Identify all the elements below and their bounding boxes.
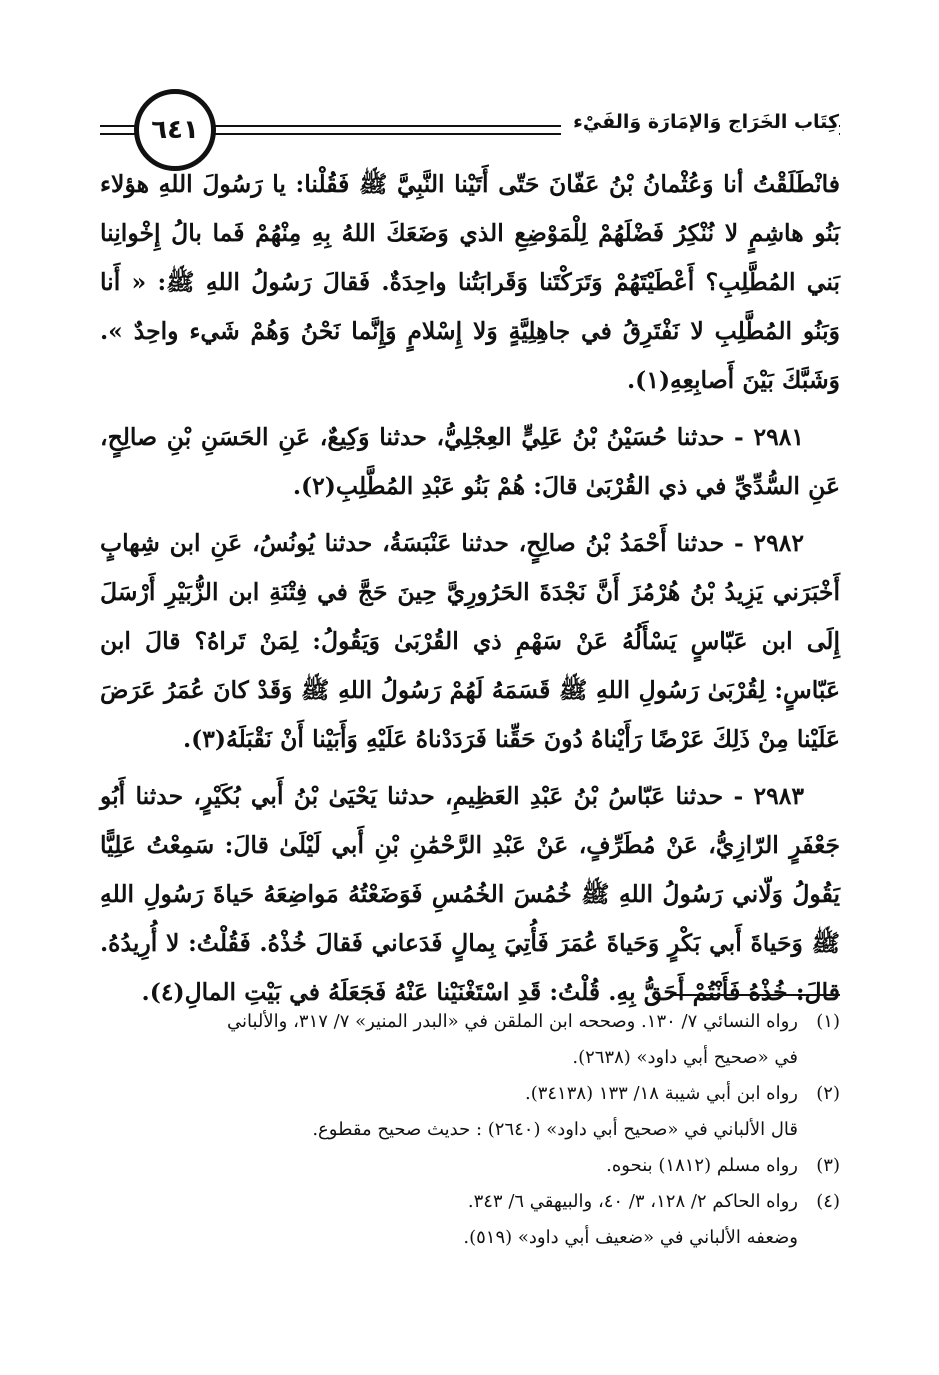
footnotes xyxy=(100,1004,840,1256)
footnote-line: في «صحيح أبي داود» (٢٦٣٨). xyxy=(572,1047,798,1068)
page-number xyxy=(134,89,216,171)
footnote-line: رواه مسلم (١٨١٢) بنحوه. xyxy=(606,1155,798,1176)
running-title: كِتَاب الخَرَاج وَالإمَارَة وَالفَيْء xyxy=(561,108,839,136)
footnote-1 xyxy=(100,1004,840,1076)
hadith-2983: ٢٩٨٣ - حدثنا عَبّاسُ بْنُ عَبْدِ العَظِيمِ، حدثنا يَحْيَىٰ بْنُ أَبي بُكَيْرٍ، حدثنا أَبُو جَعْفَرٍ الرّازِيُّ، عَنْ مُطَرِّفٍ، عَنْ عَبْدِ الرَّحْمَٰنِ بْنِ أَبي لَيْلَىٰ قالَ: سَمِعْتُ عَلِيًّا يَقُولُ وَلّاني رَسُولُ اللهِ ﷺ خُمُسَ الخُمُسِ فَوَضَعْتُهُ مَواضِعَهُ حَياةَ رَسُولِ اللهِ ﷺ وَحَياةَ أَبي بَكْرٍ وَحَياةَ عُمَرَ فَأُتِيَ بِمالٍ فَدَعاني فَقالَ خُذْهُ. فَقُلْتُ: لا أُرِيدُهُ. قالَ: خُذْهُ فَأَنْتُمْ أَحَقُّ بِهِ. قُلْتُ: قَدِ اسْتَغْنَيْنا عَنْهُ فَجَعَلَهُ في بَيْتِ المالِ(٤). xyxy=(100,782,840,1006)
footnote-2 xyxy=(100,1076,840,1148)
footnote-line: رواه ابن أبي شيبة ١٨/ ١٣٣ (٣٤١٣٨). xyxy=(524,1083,798,1104)
footnote-number: (٤) xyxy=(816,1191,840,1212)
hadith-2981: ٢٩٨١ - حدثنا حُسَيْنُ بْنُ عَلِيٍّ العِجْلِيُّ، حدثنا وَكِيعٌ، عَنِ الحَسَنِ بْنِ صالِحٍ، عَنِ السُّدِّيِّ في ذي القُرْبَىٰ قالَ: هُمْ بَنُو عَبْدِ المُطَّلِبِ(٢). xyxy=(100,423,840,500)
main-text xyxy=(100,160,840,1025)
footnote-3 xyxy=(100,1148,840,1184)
footnote-number: (١) xyxy=(816,1011,840,1032)
footnote-4 xyxy=(100,1184,840,1256)
footnote-line: وضعفه الألباني في «ضعيف أبي داود» (٥١٩). xyxy=(463,1227,798,1248)
page-number-text: ٦٤١ xyxy=(151,115,199,145)
footnote-number: (٣) xyxy=(816,1155,840,1176)
hadith-2982: ٢٩٨٢ - حدثنا أَحْمَدُ بْنُ صالِحٍ، حدثنا عَنْبَسَةُ، حدثنا يُونُسُ، عَنِ ابن شِهابٍ أَخْبَرَني يَزِيدُ بْنُ هُرْمُزَ أَنَّ نَجْدَةَ الحَرُورِيَّ حِينَ حَجَّ في فِتْنَةِ ابن الزُّبَيْرِ أَرْسَلَ إِلَى ابن عَبّاسٍ يَسْأَلُهُ عَنْ سَهْمِ ذي القُرْبَىٰ وَيَقُولُ: لِمَنْ تَراهُ؟ قالَ ابن عَبّاسٍ: لِقُرْبَىٰ رَسُولِ اللهِ ﷺ قَسَمَهُ لَهُمْ رَسُولُ اللهِ ﷺ وَقَدْ كانَ عُمَرُ عَرَضَ عَلَيْنا مِنْ ذَلِكَ عَرْضًا رَأَيْناهُ دُونَ حَقِّنا فَرَدَدْناهُ عَلَيْهِ وَأَبَيْنا أَنْ نَقْبَلَهُ(٣). xyxy=(100,529,840,753)
paragraph-1: فانْطَلَقْتُ أنا وَعُثْمانُ بْنُ عَفّانَ حَتّى أَتَيْنا النَّبِيَّ ﷺ فَقُلْنا: يا رَسُولَ اللهِ هؤلاء بَنُو هاشِمٍ لا نُنْكِرُ فَضْلَهُمْ لِلْمَوْضِعِ الذي وَضَعَكَ اللهُ بِهِ مِنْهُمْ فَما بالُ إِخْوانِنا بَني المُطَّلِبِ؟ أَعْطَيْتَهُمْ وَتَرَكْتَنا وَقَرابَتُنا واحِدَةٌ. فَقالَ رَسُولُ اللهِ ﷺ: « أَنا وَبَنُو المُطَّلِبِ لا نَفْتَرِقُ في جاهِلِيَّةٍ وَلا إِسْلامٍ وَإِنَّما نَحْنُ وَهُمْ شَيء واحِدٌ ». وَشَبَّكَ بَيْنَ أَصابِعِهِ(١). xyxy=(100,170,841,394)
footnote-number: (٢) xyxy=(816,1083,840,1104)
footnote-line: قال الألباني في «صحيح أبي داود» (٢٦٤٠) : حديث صحيح مقطوع. xyxy=(312,1119,798,1140)
footnote-line: رواه النسائي ٧/ ١٣٠. وصححه ابن الملقن في «البدر المنير» ٧/ ٣١٧، والألباني xyxy=(227,1011,798,1032)
footnote-line: رواه الحاكم ٢/ ١٢٨، ٣/ ٤٠، والبيهقي ٦/ ٣٤٣. xyxy=(467,1191,798,1212)
footnote-rule xyxy=(670,994,840,996)
